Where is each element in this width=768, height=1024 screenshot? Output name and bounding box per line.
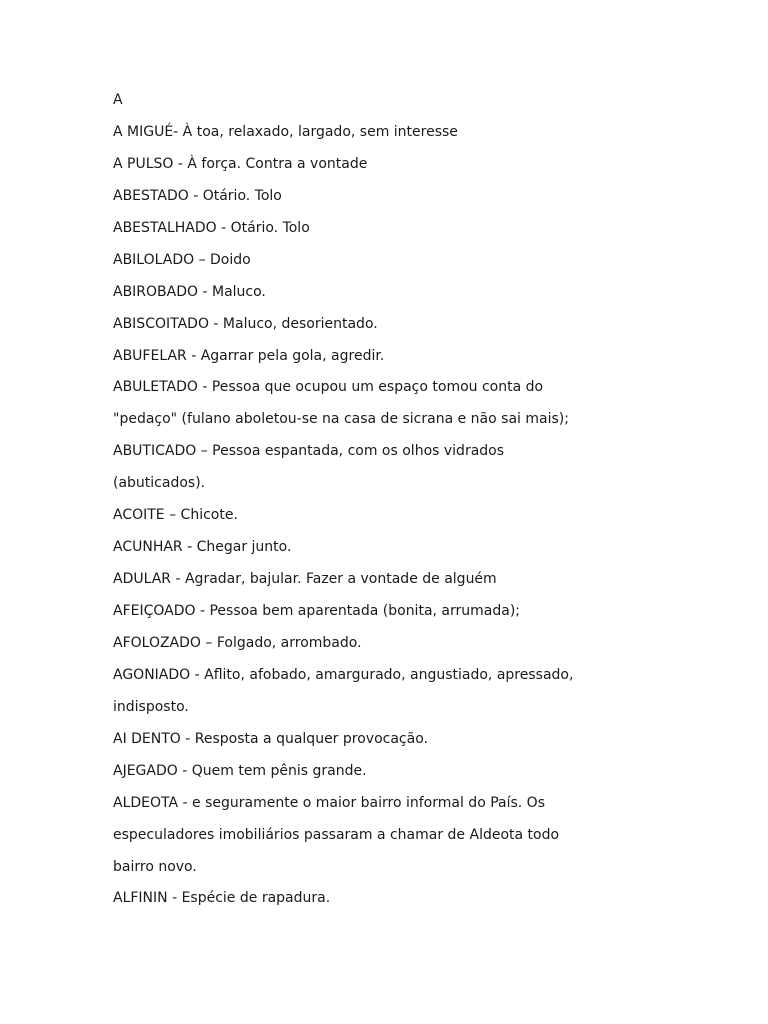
glossary-line: ABESTADO - Otário. Tolo — [113, 187, 282, 204]
glossary-line: (abuticados). — [113, 475, 206, 492]
section-letter-heading: A — [113, 92, 123, 108]
glossary-line: A PULSO - À força. Contra a vontade — [113, 155, 368, 172]
glossary-line: "pedaço" (fulano aboletou-se na casa de sicrana e não sai mais); — [113, 411, 569, 428]
glossary-line: ABILOLADO – Doido — [113, 251, 251, 268]
glossary-line: ALDEOTA - e seguramente o maior bairro informal do País. Os — [113, 794, 545, 811]
glossary-line: especuladores imobiliários passaram a chamar de Aldeota todo — [113, 826, 560, 843]
glossary-line: ABISCOITADO - Maluco, desorientado. — [113, 315, 378, 332]
glossary-line: ALFININ - Espécie de rapadura. — [113, 890, 331, 907]
glossary-line: ABULETADO - Pessoa que ocupou um espaço tomou conta do — [113, 379, 544, 396]
glossary-line: ACOITE – Chicote. — [113, 507, 238, 524]
glossary-line: ABUFELAR - Agarrar pela gola, agredir. — [113, 347, 385, 364]
glossary-line: indisposto. — [113, 698, 189, 715]
glossary-line: ABIROBADO - Maluco. — [113, 283, 266, 300]
glossary-line: A MIGUÉ- À toa, relaxado, largado, sem interesse — [113, 123, 458, 140]
glossary-line: ACUNHAR - Chegar junto. — [113, 539, 292, 556]
glossary-text — [113, 88, 733, 918]
glossary-line: ABESTALHADO - Otário. Tolo — [113, 219, 310, 236]
glossary-line: AFOLOZADO – Folgado, arrombado. — [113, 634, 362, 651]
glossary-line: ADULAR - Agradar, bajular. Fazer a vontade de alguém — [113, 571, 497, 588]
glossary-line: AI DENTO - Resposta a qualquer provocação. — [113, 730, 428, 747]
glossary-line: bairro novo. — [113, 858, 197, 875]
glossary-line: AFEIÇOADO - Pessoa bem aparentada (bonita, arrumada); — [113, 603, 520, 619]
glossary-line: AJEGADO - Quem tem pênis grande. — [113, 762, 367, 779]
glossary-line: AGONIADO - Aflito, afobado, amargurado, angustiado, apressado, — [113, 666, 574, 683]
glossary-line: ABUTICADO – Pessoa espantada, com os olhos vidrados — [113, 443, 505, 460]
